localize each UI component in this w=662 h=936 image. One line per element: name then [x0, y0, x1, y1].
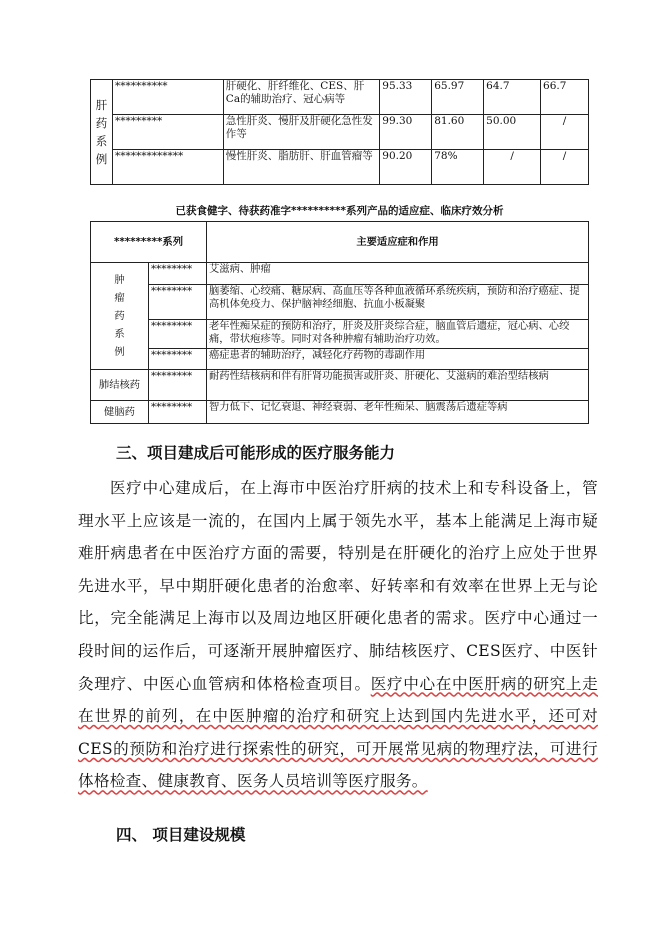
group-label-brain: 健脑药: [91, 401, 149, 424]
value-cell: /: [541, 115, 589, 150]
table-row: [91, 80, 589, 115]
indication: 智力低下、记忆衰退、神经衰弱、老年性痴呆、脑震荡后遗症等病: [207, 401, 589, 424]
paragraph-text-marked: 医疗中心在中医肝病的研究上走在世界的前列，在中医肿瘤的治疗和研究上达到国内先进水平，还可对CES的预防和治疗进行探索性的研究，可开展常见病的物理疗法，可进行体格检查、健康教育、医务人员培训等医疗服务。: [78, 674, 598, 791]
value-cell: /: [484, 150, 541, 185]
indication-table: [90, 221, 589, 424]
value-cell: /: [541, 150, 589, 185]
value-cell: 66.7: [541, 80, 589, 115]
value-cell: 65.97: [432, 80, 484, 115]
value-cell: 90.20: [380, 150, 432, 185]
table-caption: 已获食健字、待获药准字**********系列产品的适应症、临床疗效分析: [175, 205, 504, 217]
product-code: ********: [149, 349, 207, 370]
indication: 肝硬化、肝纤维化、CES、肝Ca的辅助治疗、冠心病等: [223, 80, 380, 115]
value-cell: 81.60: [432, 115, 484, 150]
header-series: *********系列: [91, 222, 207, 263]
indication: 耐药性结核病和伴有肝肾功能损害或肝炎、肝硬化、艾滋病的难治型结核病: [207, 370, 589, 401]
product-code: ********: [149, 263, 207, 285]
table-row: [91, 401, 589, 424]
section-heading-4: 四、 项目建设规模: [116, 826, 246, 844]
table-row: [91, 150, 589, 185]
table-header-row: [91, 222, 589, 263]
indication: 艾滋病、肿瘤: [207, 263, 589, 285]
paragraph-text: 医疗中心建成后，在上海市中医治疗肝病的技术上和专科设备上，管理水平上应该是一流的，在国内上属于领先水平，基本上能满足上海市疑难肝病患者在中医治疗方面的需要，特别是在肝硬化的治疗上应处于世界先进水平，早中期肝硬化患者的治愈率、好转率和有效率在世界上无与论比，完全能满足上海市以及周边地区肝硬化患者的需求。医疗中心通过一段时间的运作后，可逐渐开展肿瘤医疗、肺结核医疗、CES医疗、中医针灸理疗、中医心血管病和体格检查项目。: [78, 479, 598, 693]
product-code: ********: [149, 285, 207, 320]
product-code: *************: [112, 150, 223, 185]
value-cell: 50.00: [484, 115, 541, 150]
table-row: [91, 285, 589, 320]
indication: 慢性肝炎、脂肪肝、肝血管瘤等: [223, 150, 380, 185]
value-cell: 99.30: [380, 115, 432, 150]
indication: 急性肝炎、慢肝及肝硬化急性发作等: [223, 115, 380, 150]
table-row: [91, 370, 589, 401]
indication: 老年性痴呆症的预防和治疗，肝炎及肝炎综合症，脑血管后遗症，冠心病、心绞痛，带状疱疹等。同时对各种肿瘤有辅助治疗功效。: [207, 320, 589, 349]
header-main: 主要适应症和作用: [207, 222, 589, 263]
section-heading-3: 三、项目建成后可能形成的医疗服务能力: [116, 444, 396, 462]
indication: 脑萎缩、心绞痛、糖尿病、高血压等各种血液循环系统疾病，预防和治疗癌症、提高机体免疫力、保护脑神经细胞、抗血小板凝聚: [207, 285, 589, 320]
group-label-liver: [91, 80, 113, 185]
efficacy-table: [90, 79, 589, 185]
value-cell: 64.7: [484, 80, 541, 115]
group-text: 肿 瘤 药 系 例: [114, 274, 125, 358]
group-label-tb: 肺结核药: [91, 370, 149, 401]
table-row: [91, 263, 589, 285]
table-row: [91, 349, 589, 370]
product-code: **********: [112, 80, 223, 115]
product-code: ********: [149, 370, 207, 401]
table-row: [91, 320, 589, 349]
product-code: ********: [149, 320, 207, 349]
product-code: *********: [112, 115, 223, 150]
value-cell: 95.33: [380, 80, 432, 115]
group-label-tumor: [91, 263, 149, 370]
product-code: ********: [149, 401, 207, 424]
value-cell: 78%: [432, 150, 484, 185]
indication: 癌症患者的辅助治疗，减轻化疗药物的毒副作用: [207, 349, 589, 370]
body-paragraph: [78, 472, 598, 798]
group-text: 肝 药 系 例: [95, 98, 108, 166]
table-row: [91, 115, 589, 150]
